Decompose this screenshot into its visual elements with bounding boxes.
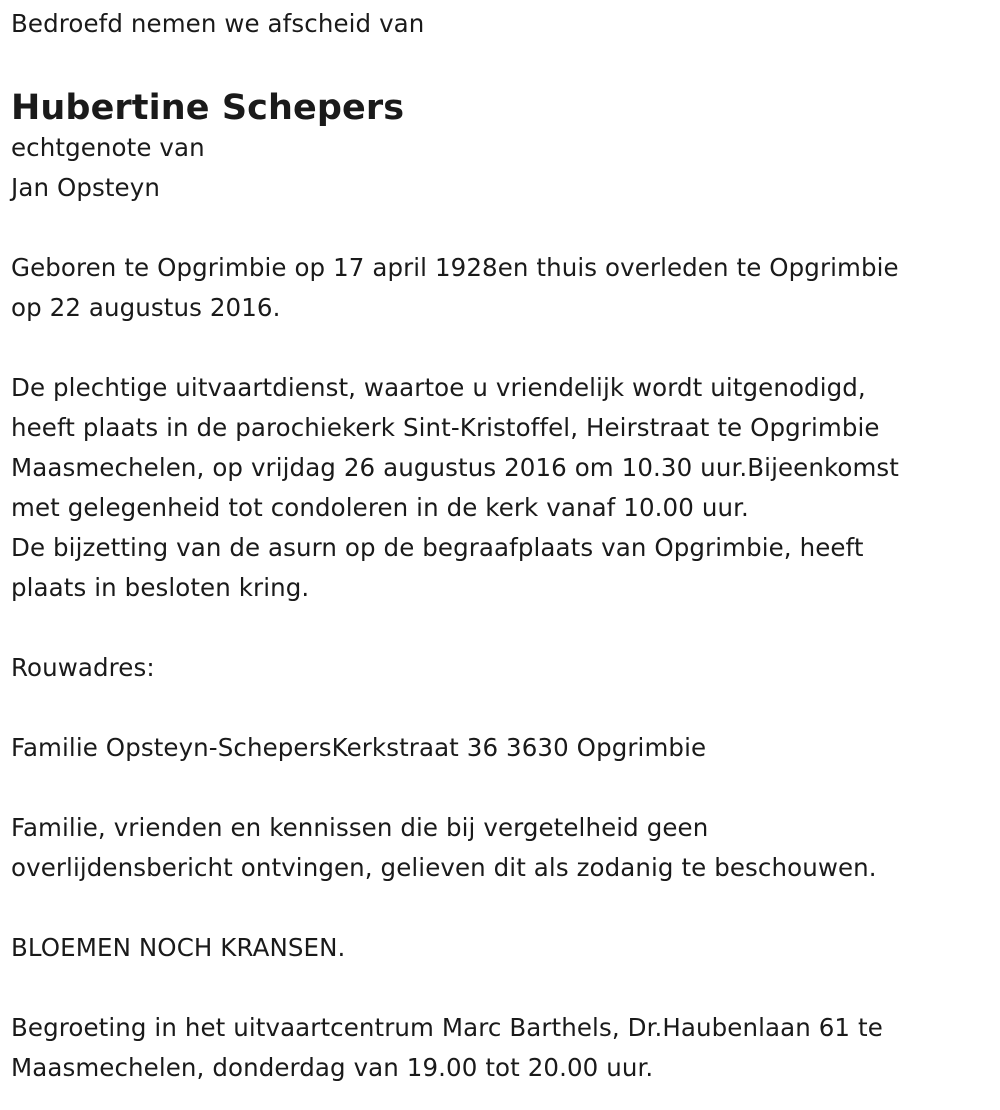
spacer	[11, 208, 991, 248]
relation-line: echtgenote van	[11, 133, 205, 162]
service-line: heeft plaats in de parochiekerk Sint-Kristoffel, Heirstraat te Opgrimbie	[11, 413, 880, 442]
deceased-name: Hubertine Schepers	[11, 88, 405, 128]
mourning-address: Familie Opsteyn-SchepersKerkstraat 36 3630 Opgrimbie	[11, 733, 707, 762]
spacer	[11, 608, 991, 648]
birth-line: op 22 augustus 2016.	[11, 293, 281, 322]
opening-line: Bedroefd nemen we afscheid van	[11, 9, 425, 38]
spacer	[11, 888, 991, 928]
greeting-line: Begroeting in het uitvaartcentrum Marc Barthels, Dr.Haubenlaan 61 te	[11, 1013, 883, 1042]
address-label: Rouwadres:	[11, 653, 155, 682]
spacer	[11, 768, 991, 808]
spacer	[11, 968, 991, 1008]
family-line: overlijdensbericht ontvingen, gelieven dit als zodanig te beschouwen.	[11, 853, 877, 882]
greeting-line: Maasmechelen, donderdag van 19.00 tot 20.00 uur.	[11, 1053, 654, 1082]
service-line: De bijzetting van de asurn op de begraafplaats van Opgrimbie, heeft	[11, 533, 864, 562]
spacer	[11, 688, 991, 728]
family-line: Familie, vrienden en kennissen die bij vergetelheid geen	[11, 813, 709, 842]
flowers-note: BLOEMEN NOCH KRANSEN.	[11, 933, 346, 962]
spacer	[11, 328, 991, 368]
birth-line: Geboren te Opgrimbie op 17 april 1928en thuis overleden te Opgrimbie	[11, 253, 899, 282]
service-line: plaats in besloten kring.	[11, 573, 310, 602]
relation-line: Jan Opsteyn	[11, 173, 160, 202]
death-notice	[11, 0, 991, 1088]
service-line: met gelegenheid tot condoleren in de kerk vanaf 10.00 uur.	[11, 493, 749, 522]
service-line: Maasmechelen, op vrijdag 26 augustus 2016 om 10.30 uur.Bijeenkomst	[11, 453, 899, 482]
service-line: De plechtige uitvaartdienst, waartoe u vriendelijk wordt uitgenodigd,	[11, 373, 866, 402]
